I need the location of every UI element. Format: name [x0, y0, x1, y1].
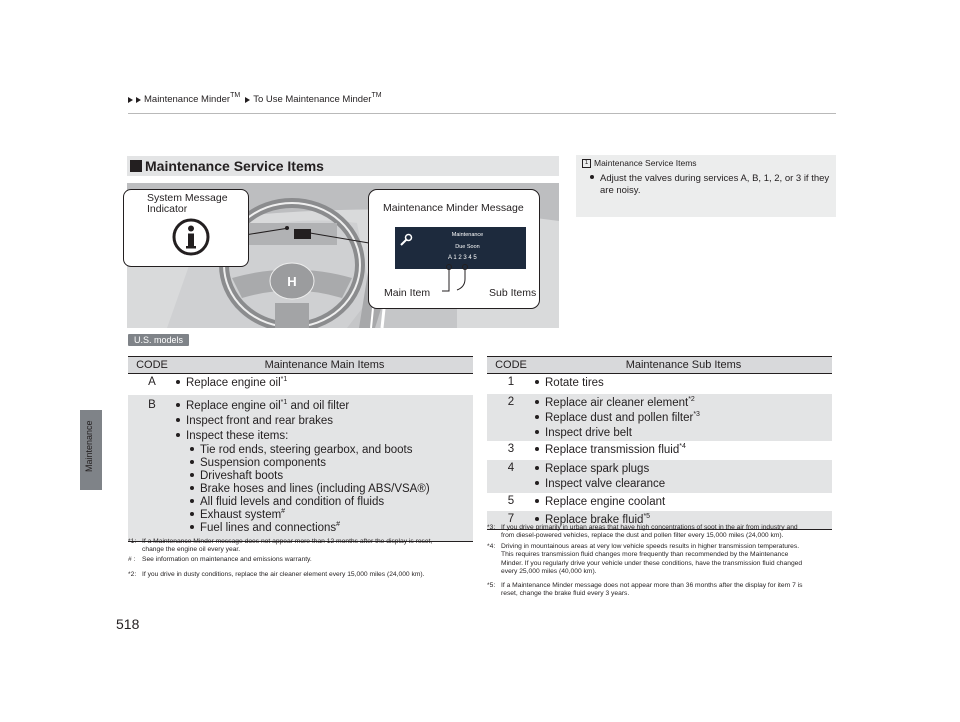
list-item: Replace air cleaner element$^{*2}$ [535, 396, 832, 411]
row-items [535, 374, 832, 394]
row-code: B [148, 399, 156, 411]
breadcrumb-arrow-icon [128, 97, 133, 103]
note-title: 1 Maintenance Service Items [582, 158, 697, 168]
list-item: Replace brake fluid$^{*5}$ [535, 513, 832, 528]
list-item: Replace engine oil$^{*1}$ and oil filter [176, 399, 473, 414]
row-code: A [148, 376, 156, 388]
items-column-header: Maintenance Sub Items [625, 359, 742, 371]
list-item: Rotate tires [535, 376, 832, 391]
list-item: Replace transmission fluid$^{*4}$ [535, 443, 832, 458]
breadcrumb-link-maintenance-minder[interactable]: Maintenance Minder™ [144, 92, 241, 105]
row-items [535, 460, 832, 493]
breadcrumb-current-page: To Use Maintenance Minder™ [253, 92, 382, 105]
leader-lines [368, 263, 538, 307]
superscript-marker: *1 [280, 399, 288, 406]
row-code: 7 [507, 513, 515, 525]
footnote [487, 524, 836, 541]
row-code: 4 [507, 462, 515, 474]
svg-text:H: H [287, 274, 297, 289]
main-item-label: Main Item [384, 287, 431, 299]
screen-title: Maintenance [451, 232, 484, 238]
footnote-label: *3: [487, 524, 496, 531]
note-marker-icon: 1 [582, 159, 591, 168]
row-code: 1 [507, 376, 515, 388]
list-item: Inspect these items: [176, 429, 473, 444]
screen-status: Due Soon [455, 244, 480, 250]
row-items [176, 395, 473, 541]
footnote-text: See information on maintenance and emissions warranty. [142, 556, 312, 563]
models-tag: U.S. models [128, 334, 189, 346]
code-column-header: CODE [136, 359, 168, 371]
table-row [487, 493, 832, 511]
table-row [128, 395, 473, 541]
footnote-label: *1: [128, 538, 137, 545]
footnote-text: Driving in mountainous areas at very low vehicle speeds results in higher transmission temperatures. This requires transmission fluid changes more frequently than recommended by the Maintenance Minder. If you regularly drive your vehicle under these conditions, have the transmission fluid changed every 25,000 miles (40,000 km). [501, 543, 803, 575]
bullet-icon [176, 380, 180, 384]
info-icon [171, 217, 211, 257]
list-sub-item: Brake hoses and lines (including ABS/VSA®) [176, 483, 473, 496]
superscript-marker: # [281, 508, 286, 515]
section-title: Maintenance Service Items [145, 158, 324, 174]
footnote-text: If you drive in dusty conditions, replace the air cleaner element every 15,000 miles (24,000 km). [142, 571, 425, 578]
superscript-marker: TM [371, 92, 382, 99]
breadcrumb-arrow-icon [245, 97, 250, 103]
row-items [535, 394, 832, 441]
header-rule [128, 113, 836, 114]
list-item: Replace engine coolant [535, 495, 832, 510]
footnote [487, 543, 836, 576]
superscript-marker: *4 [679, 443, 686, 450]
bullet-icon [190, 525, 194, 529]
row-code: 3 [507, 443, 515, 455]
items-column-header: Maintenance Main Items [264, 359, 385, 371]
code-column-header: CODE [495, 359, 527, 371]
row-code: 2 [507, 396, 515, 408]
bullet-icon [535, 380, 539, 384]
bullet-icon [190, 447, 194, 451]
row-items [176, 374, 473, 395]
table-row [487, 394, 832, 441]
bullet-icon [590, 175, 594, 179]
footnote-label: *4: [487, 543, 496, 550]
bullet-icon [535, 481, 539, 485]
superscript-marker: *1 [280, 376, 288, 383]
bullet-icon [190, 460, 194, 464]
page-number: 518 [116, 616, 140, 632]
footnote-label: # : [128, 556, 136, 563]
breadcrumb-arrow-icon [136, 97, 141, 103]
list-item: Inspect drive belt [535, 426, 832, 441]
footnote-text: If you drive primarily in urban areas that have high concentrations of soot in the air from industry and from diesel-powered vehicles, replace the dust and pollen filter every 15,000 miles (24,000 km). [501, 524, 798, 540]
dashboard-illustration [127, 183, 559, 328]
sub-items-label: Sub Items [489, 287, 537, 299]
superscript-marker: *2 [688, 396, 695, 403]
bullet-icon [176, 403, 180, 407]
list-item: Inspect valve clearance [535, 477, 832, 492]
bullet-icon [535, 447, 539, 451]
screen-codes: A 1 2 3 4 5 [448, 255, 477, 261]
table-row [487, 441, 832, 460]
footnote-text: If a Maintenance Minder message does not appear more than 36 months after the display for item 7 is reset, change the brake fluid every 3 years. [501, 582, 803, 598]
list-sub-item: Exhaust system# [176, 509, 473, 522]
footnote [128, 556, 473, 564]
table-header [487, 356, 832, 374]
footnote-label: *5: [487, 582, 496, 589]
row-code: 5 [507, 495, 515, 507]
list-sub-item: Tie rod ends, steering gearbox, and boots [176, 444, 473, 457]
bullet-icon [176, 433, 180, 437]
note-text: Adjust the valves during services A, B, 1, 2, or 3 if they are noisy. [590, 173, 836, 197]
list-item: Replace engine oil$^{*1}$ [176, 376, 473, 391]
maintenance-minder-message-label: Maintenance Minder Message [383, 202, 524, 214]
bullet-icon [176, 418, 180, 422]
bullet-icon [190, 499, 194, 503]
bullet-icon [535, 499, 539, 503]
table-row [487, 374, 832, 394]
bullet-icon [535, 517, 539, 521]
footnote [128, 538, 473, 555]
section-header [127, 156, 559, 176]
footnote [487, 582, 836, 599]
list-item: Replace dust and pollen filter$^{*3}$ [535, 411, 832, 426]
table-row [487, 460, 832, 493]
bullet-icon [535, 415, 539, 419]
bullet-icon [535, 430, 539, 434]
superscript-marker: # [336, 521, 341, 528]
bullet-icon [190, 473, 194, 477]
list-sub-item: Driveshaft boots [176, 470, 473, 483]
superscript-marker: *3 [693, 411, 700, 418]
list-sub-item: All fluid levels and condition of fluids [176, 496, 473, 509]
list-sub-item: Suspension components [176, 457, 473, 470]
note-box [576, 155, 836, 217]
maintenance-sub-items-table [487, 356, 832, 530]
table-header [128, 356, 473, 374]
footnote [128, 571, 473, 579]
bullet-icon [190, 512, 194, 516]
table-row [128, 374, 473, 395]
footnote-text: If a Maintenance Minder message does not appear more than 12 months after the display is reset, change the engine oil every year. [142, 538, 433, 554]
bullet-icon [535, 466, 539, 470]
list-item: Replace spark plugs [535, 462, 832, 477]
breadcrumb [128, 94, 382, 105]
bullet-icon [535, 400, 539, 404]
superscript-marker: *5 [643, 513, 651, 520]
footnote-label: *2: [128, 571, 137, 578]
list-item: Inspect front and rear brakes [176, 414, 473, 429]
superscript-marker: TM [230, 92, 241, 99]
row-items [535, 441, 832, 460]
bullet-icon [190, 486, 194, 490]
maintenance-main-items-table [128, 356, 473, 542]
section-marker-icon [130, 160, 142, 172]
list-sub-item: Fuel lines and connections# [176, 522, 473, 535]
system-message-label: System Message Indicator [147, 192, 228, 215]
chapter-label: Maintenance [84, 420, 94, 472]
row-items [535, 493, 832, 511]
